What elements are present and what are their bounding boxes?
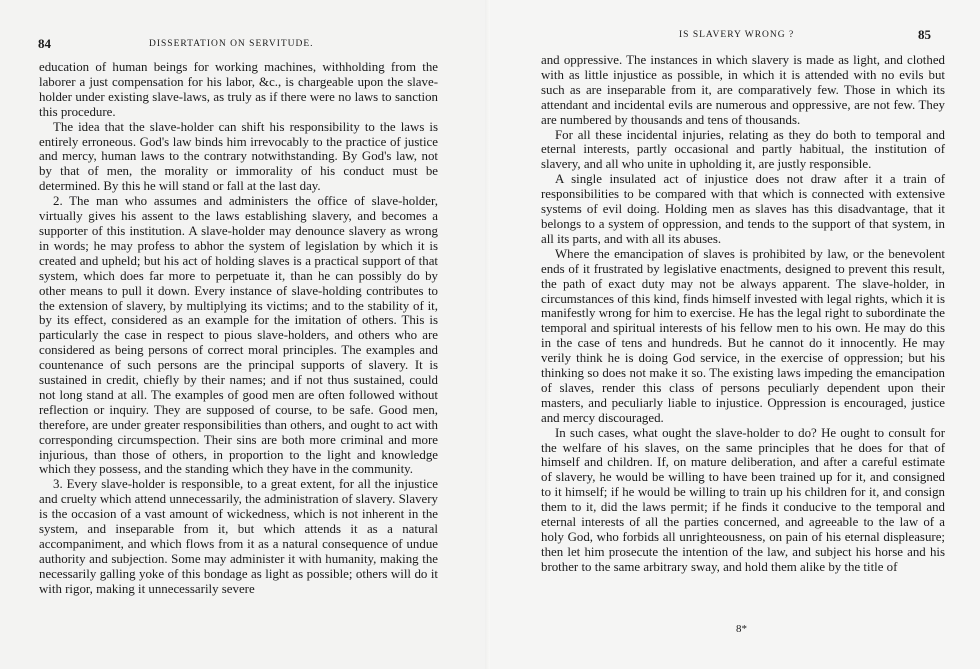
paragraph: In such cases, what ought the slave-holder to do? He ought to consult for the welfare of his slaves, on the same principles that he does for that of himself and children. If, on mature deliberation, and after a careful estimate of slavery, he would be willing to have been trained up for it, and consigned to it himself; if he would be willing to train up his children for it, and consign them to it, did the laws permit; if he finds it conducive to the temporal and eternal interests of all the parties concerned, and agreeable to the law of a holy God, who forbids all unrighteousness, on pain of his eternal displeasure; then let him prosecute the intention of the law, and subject his horse and his brother to the same arbitrary sway, and hold them alike by the title of bbox=[541, 425, 945, 574]
paragraph: The idea that the slave-holder can shift his responsibility to the laws is entirely erroneous. God's law binds him irrevocably to the practice of justice and mercy, human laws to the contrary notwithstanding. By God's law, not by that of men, the morality or immorality of his conduct must be determined. By this he will stand or fall at the last day. bbox=[39, 119, 438, 194]
right-page-body bbox=[541, 53, 945, 575]
paragraph: education of human beings for working machines, withholding from the laborer a just compensation for his labor, &c., is chargeable upon the slave-holder under existing slave-laws, as truly as if there were no laws to sanction this procedure. bbox=[39, 60, 438, 119]
paragraph: For all these incidental injuries, relating as they do both to temporal and eternal interests, partly occasional and partly habitual, the institution of slavery, and all who unite in upholding it, are justly responsible. bbox=[541, 127, 945, 172]
page-number-left: 84 bbox=[38, 36, 51, 51]
left-page-body bbox=[39, 60, 438, 597]
right-page bbox=[490, 0, 980, 669]
paragraph: Where the emancipation of slaves is prohibited by law, or the benevolent ends of it frustrated by legislative enactments, designed to prevent this result, the path of exact duty may not be always apparent. The slave-holder, in circumstances of this kind, finds himself invested with legal rights, which it is manifestly wrong for him to exercise. He has the legal right to subordinate the temporal and spiritual interests of his fellow men to his own. He may do this in the case of tens and hundreds. But he cannot do it innocently. He may verily think he is doing God service, in the exercise of oppression; but his thinking so does not make it so. The existing laws impeding the emancipation of slaves, render this class of persons peculiarly dependent upon their masters, and peculiarly liable to injustice. Oppression is encouraged, justice and mercy discouraged. bbox=[541, 246, 945, 425]
paragraph: 3. Every slave-holder is responsible, to a great extent, for all the injustice and cruelty which attend unnecessarily, the administration of slavery. Slavery is the occasion of a vast amount of wickedness, which is not inherent in the system, and inseparable from it, but which attends it as a natural accompaniment, and which flows from it as a natural consequence of undue authority and subjection. Some may administer it with humanity, making the necessarily galling yoke of this bondage as light as possible; others will do it with rigor, making it unnecessarily severe bbox=[39, 477, 438, 596]
running-head-right: IS SLAVERY WRONG ? bbox=[679, 30, 795, 40]
paragraph: A single insulated act of injustice does not draw after it a train of responsibilities to be compared with that which is connected with extensive systems of evil doing. Holding men as slaves has this disadvantage, that it belongs to a system of oppression, and tends to the support of that system, in all its parts, and with all its abuses. bbox=[541, 172, 945, 246]
signature-mark: 8* bbox=[736, 623, 747, 635]
paragraph: and oppressive. The instances in which slavery is made as light, and clothed with as little injustice as possible, in which it is attended with no evils but such as are inseparable from it, are comparatively few. Those in which its attendant and incidental evils are numerous and oppressive, are not few. They are numbered by thousands and tens of thousands. bbox=[541, 53, 945, 127]
paragraph: 2. The man who assumes and administers the office of slave-holder, virtually gives his assent to the laws establishing slavery, and becomes a supporter of this institution. A slave-holder may denounce slavery as wrong in words; he may profess to abhor the system of legislation by which it is created and upheld; but his act of holding slaves is a practical support of that system, which does far more to perpetuate it, than he can possibly do by other means to pull it down. Every instance of slave-holding contributes to the extension of slavery, by multiplying its victims; and to the stability of it, by its effect, considered as an example for the imitation of others. This is particularly the case in respect to pious slave-holders, and others who are considered as being persons of correct moral principles. The examples and countenance of such persons are the principal supports of slavery. It is sustained in credit, chiefly by their names; and if not thus sustained, could not long stand at all. The examples of good men are often followed without reflection or inquiry. They are supposed of course, to be safe. Good men, therefore, are under greater responsibilities than others, and ought to act with corresponding circumspection. Their sins are both more criminal and more injurious, than those of others, in proportion to the light and knowledge which they possess, and the standing which they have in the community. bbox=[39, 194, 438, 477]
page-number-right: 85 bbox=[918, 27, 931, 42]
running-head-left: DISSERTATION ON SERVITUDE. bbox=[149, 39, 314, 49]
